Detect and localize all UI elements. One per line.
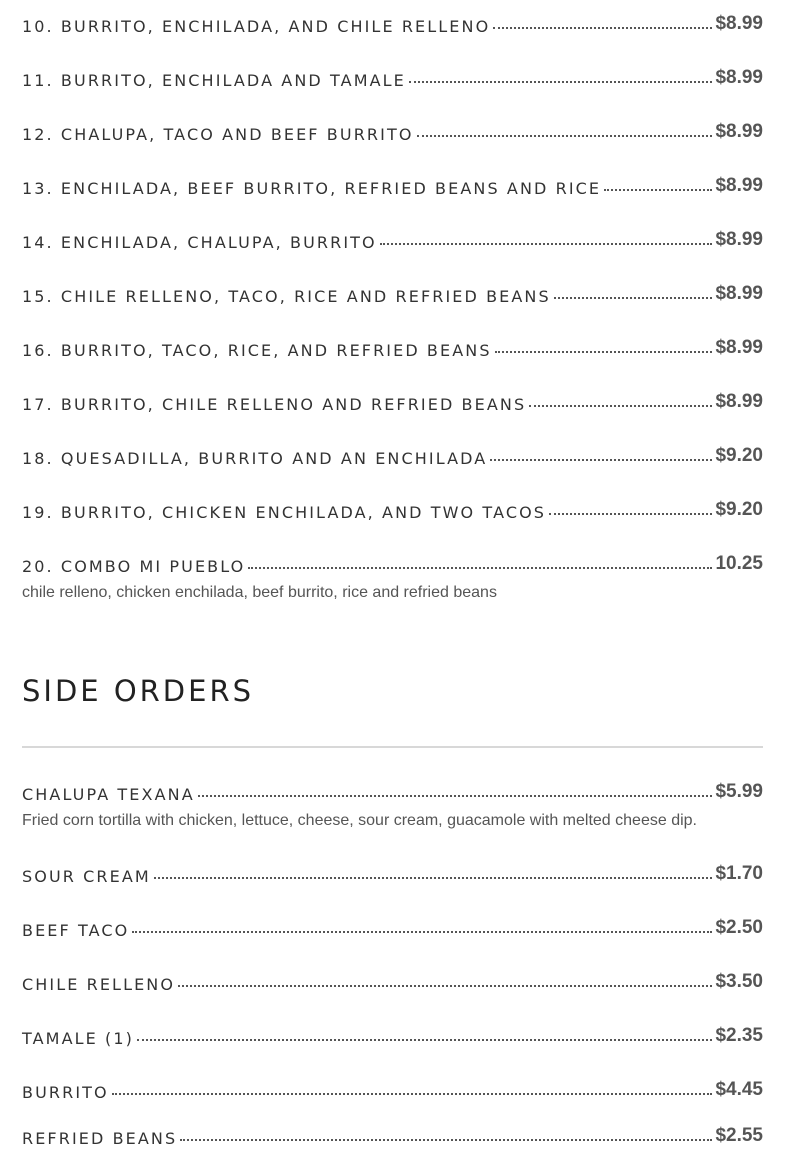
dot-leader (554, 297, 713, 299)
menu-item-price: $4.45 (715, 1079, 763, 1100)
menu-item-description: chile relleno, chicken enchilada, beef burrito, rice and refried beans (22, 584, 497, 601)
dot-leader (112, 1093, 713, 1095)
menu-item-combo-18 (22, 445, 763, 470)
menu-item-combo-17 (22, 391, 763, 416)
menu-item-combo-19 (22, 499, 763, 524)
section-divider (22, 746, 763, 748)
dot-leader (417, 135, 713, 137)
dot-leader (248, 567, 712, 569)
menu-item-price: $8.99 (715, 229, 763, 250)
menu-item-name: 17. BURRITO, CHILE RELLENO AND REFRIED BEANS (22, 395, 527, 414)
menu-item-combo-11 (22, 67, 763, 92)
menu-item-name: 15. CHILE RELLENO, TACO, RICE AND REFRIED BEANS (22, 287, 551, 306)
dot-leader (180, 1139, 712, 1141)
dot-leader (198, 795, 713, 797)
dot-leader (409, 81, 713, 83)
menu-item-name: 19. BURRITO, CHICKEN ENCHILADA, AND TWO TACOS (22, 503, 547, 522)
menu-item-name: 11. BURRITO, ENCHILADA AND TAMALE (22, 71, 406, 90)
dot-leader (132, 931, 712, 933)
menu-item-price: $9.20 (715, 499, 763, 520)
menu-item-name: 14. ENCHILADA, CHALUPA, BURRITO (22, 233, 377, 252)
side-item-beef-taco (22, 917, 763, 942)
menu-item-name: SOUR CREAM (22, 867, 151, 886)
menu-item-name: BEEF TACO (22, 921, 130, 940)
menu-item-combo-15 (22, 283, 763, 308)
menu-item-name: CHALUPA TEXANA (22, 785, 195, 804)
menu-item-price: $9.20 (715, 445, 763, 466)
menu-item-price: $8.99 (715, 121, 763, 142)
menu-item-price: $1.70 (715, 863, 763, 884)
side-item-refried-beans (22, 1125, 763, 1150)
menu-item-price: $8.99 (715, 175, 763, 196)
dot-leader (493, 27, 712, 29)
menu-item-name: CHILE RELLENO (22, 975, 176, 994)
menu-item-price: $8.99 (715, 283, 763, 304)
dot-leader (495, 351, 713, 353)
menu-item-name: 10. BURRITO, ENCHILADA, AND CHILE RELLENO (22, 17, 491, 36)
side-item-tamale (22, 1025, 763, 1050)
menu-item-combo-12 (22, 121, 763, 146)
side-item-sour-cream (22, 863, 763, 888)
dot-leader (137, 1039, 712, 1041)
menu-item-price: $8.99 (715, 13, 763, 34)
menu-item-price: $2.55 (715, 1125, 763, 1146)
menu-item-name: REFRIED BEANS (22, 1129, 178, 1148)
menu-item-combo-10 (22, 13, 763, 38)
menu-item-combo-16 (22, 337, 763, 362)
menu-item-price: 10.25 (715, 553, 763, 574)
side-item-burrito (22, 1079, 763, 1104)
side-item-chile-relleno (22, 971, 763, 996)
menu-item-price: $3.50 (715, 971, 763, 992)
menu-item-price: $8.99 (715, 391, 763, 412)
dot-leader (549, 513, 712, 515)
menu-item-price: $2.35 (715, 1025, 763, 1046)
menu-item-name: 16. BURRITO, TACO, RICE, AND REFRIED BEANS (22, 341, 492, 360)
menu-item-name: 12. CHALUPA, TACO AND BEEF BURRITO (22, 125, 414, 144)
menu-item-price: $8.99 (715, 67, 763, 88)
menu-item-name: 13. ENCHILADA, BEEF BURRITO, REFRIED BEANS AND RICE (22, 179, 602, 198)
side-item-chalupa-texana (22, 781, 763, 830)
menu-item-name: TAMALE (1) (22, 1029, 134, 1048)
menu-item-price: $5.99 (715, 781, 763, 802)
menu-item-combo-14 (22, 229, 763, 254)
menu-item-price: $2.50 (715, 917, 763, 938)
section-title-side-orders: SIDE ORDERS (22, 674, 255, 708)
dot-leader (529, 405, 712, 407)
dot-leader (178, 985, 712, 987)
dot-leader (380, 243, 713, 245)
menu-item-name: 18. QUESADILLA, BURRITO AND AN ENCHILADA (22, 449, 488, 468)
menu-item-name: 20. COMBO MI PUEBLO (22, 557, 246, 576)
dot-leader (154, 877, 713, 879)
menu-item-combo-20 (22, 553, 763, 602)
menu-item-name: BURRITO (22, 1083, 109, 1102)
menu-item-combo-13 (22, 175, 763, 200)
menu-item-price: $8.99 (715, 337, 763, 358)
menu-item-description: Fried corn tortilla with chicken, lettuce, cheese, sour cream, guacamole with melted cheese dip. (22, 812, 697, 829)
dot-leader (490, 459, 712, 461)
dot-leader (604, 189, 712, 191)
